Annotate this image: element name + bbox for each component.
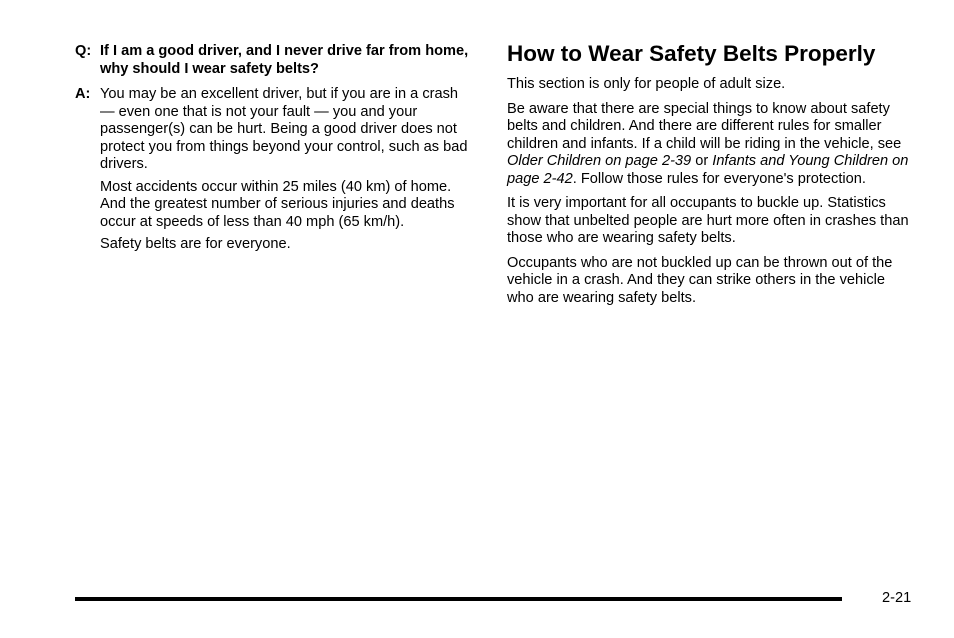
paragraph-children xyxy=(507,101,915,189)
children-text-part3: . Follow those rules for everyone's protection. xyxy=(572,170,866,187)
answer-block xyxy=(75,86,475,174)
question-block xyxy=(75,43,475,78)
paragraph-thrown-out: Occupants who are not buckled up can be thrown out of the vehicle in a crash. And they can strike others in the vehicle who are wearing safety belts. xyxy=(507,254,893,306)
older-children-reference: Older Children on page 2-39 xyxy=(507,153,692,169)
infants-reference: Infants and Young Children on page 2-42 xyxy=(507,153,909,187)
children-text-part1: Be aware that there are special things to know about safety belts and children. And there are different rules for smaller children and infants. If a child will be riding in the vehicle, see xyxy=(507,100,902,152)
question-text: If I am a good driver, and I never drive far from home, why should I wear safety belts? xyxy=(100,43,469,77)
section-heading: How to Wear Safety Belts Properly xyxy=(507,41,876,66)
paragraph-adult-size: This section is only for people of adult size. xyxy=(507,76,786,92)
answer-text-third: Safety belts are for everyone. xyxy=(100,236,291,252)
answer-text-first: You may be an excellent driver, but if you are in a crash — even one that is not your fault — you and your passenger(s) can be hurt. Being a good driver does not protect you from things beyond your control, such as bad drivers. xyxy=(100,86,468,172)
left-column xyxy=(75,43,475,259)
page-number: 2-21 xyxy=(882,590,912,606)
answer-text-second: Most accidents occur within 25 miles (40 km) of home. And the greatest number of serious injuries and deaths occur at speeds of less than 40 mph (65 km/h). xyxy=(100,178,455,230)
question-marker: Q: xyxy=(75,43,92,59)
paragraph-buckle-up: It is very important for all occupants to buckle up. Statistics show that unbelted people are hurt more often in crashes than those who are wearing safety belts. xyxy=(507,195,909,246)
footer-rule xyxy=(75,597,842,601)
children-text-part2: or xyxy=(691,153,713,169)
answer-marker: A: xyxy=(75,86,91,102)
right-column xyxy=(507,40,915,314)
